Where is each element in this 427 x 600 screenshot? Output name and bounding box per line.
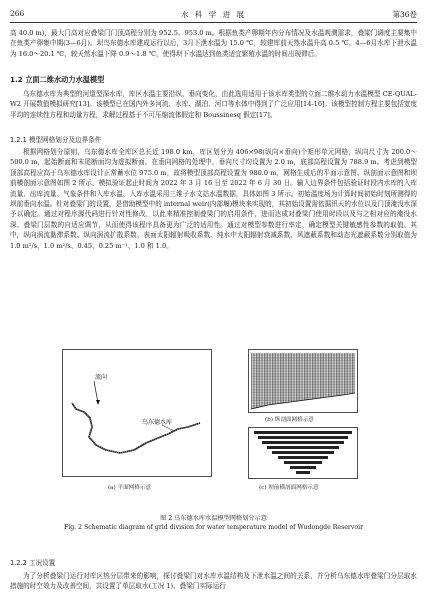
cross-section-panel <box>248 427 358 479</box>
header-rule <box>10 22 417 23</box>
grid-paragraph: 根据网格划分原则，乌东德水库全库区总长近 198.0 km，库区划分为 406×98(纵向×垂向)个矩形单元网格，纵向尺寸为 200.0～500.0 m，起始断面和末尾断面均为虚拟断面。在垂向网格的处理中，垂向尺寸均设置为 2.0 m，底部高程设置为 788.9 m。考虑到模型顶部高程应高于乌东德水库设计正常蓄水位 975.0 m，故将模型顶部高程设置为 980.0 m，网格生成后的平面示意图、纵剖面示意图和坝前横剖面示意图如图 2 所示。模拟验证起止时间为 2022 年 3 月 16 日至 2022 年 6 月 30 日。输入边界条件包括验证时段内水库的入库流量、出库流量、气象条件和入库水温，入库水温采用三维子水文站水温数据，具体如图 3 所示。初始温度场为计算时间初始时刻所测得的坝前垂向水温。针对叠梁门的设置，是借助模型中的 internal weir(内部堰)模块来实现的，其初始设置需依据汛天的水位以及门顶淹没水深予以确定。通过对程序源代码进行针对性修改，以此来精准控制叠梁门的启用条件，进而达成对叠梁门使用时段以及与之相对应的淹没水深、叠梁门层数的自适应调节，从而使得该程序具备更为广泛的适用性。通过对模型参数进行率定，确定模型关键敏感性参数的取值。其中，纵向涡流黏滞系数、纵向涡流扩散系数、表面太阳辐射吸收系数、纯水中太阳辐射衰减系数、风遮蔽系数和动态光遮蔽系数分别取值为 1.0 m²/s、1.0 m²/s、0.45、0.25 m⁻¹、1.0 和 1.0。 <box>10 148 417 250</box>
volume-label: 第36卷 <box>392 10 417 19</box>
page-number: 266 <box>10 9 25 18</box>
model-paragraph: 乌东德水库为典型的河道型深水库，库区水温主要沿纵、垂向变化，由此选用适用于该水库类型的立面二维水动力水温模型 CE-QUAL-W2 开展数值模拟研究[13]。该模型已在国内外多河流、水库、湖泊、河口等水体中得到了广泛应用[14-16]。该模型控制方程主要包括宽度平均的连续性方程和动量方程，求解过程基于不可压缩流体假定和 Boussinesq 假定[17]。 <box>10 90 417 119</box>
reservoir-label: 乌东德水库 <box>142 419 173 426</box>
plan-view-panel <box>62 349 212 477</box>
figure-2 <box>0 349 427 509</box>
longitudinal-profile-panel <box>248 349 358 413</box>
flow-direction-label: 流向 <box>95 374 108 381</box>
panel-a-label: (a) 平面网格示意 <box>108 485 152 491</box>
section-heading-1-2-1: 1.2.1 模型网格划分及边界条件 <box>10 136 102 144</box>
intro-paragraph: 高 40.0 m)，最大门高对应叠梁门门顶高程分别为 952.5、953.0 m。根据鱼类产卵期年内分布情况及水温观测需求，叠梁门调度主要集中在鱼类产卵集中期(3—6月)。坝鸟东德水库建成运行以后，3月下泄水温为 15.0 ℃，较建库前天然水温升高 0.5 ℃，4—6月水库下泄水温为 16.0～20.1 ℃，较天然水温下降 0.9～1.8 ℃，使得坝下水温达到鱼类适宜繁殖水温的时间出现滞后。 <box>10 29 417 58</box>
section-heading-1-2-2: 1.2.2 工况设置 <box>10 559 56 567</box>
figure-caption-en: Fig. 2 Schematic diagram of grid division for water temperature model of Wudongde Reservoir <box>63 524 364 531</box>
cross-section-grid <box>254 431 352 474</box>
river-grid-path <box>72 403 200 453</box>
running-header <box>10 9 417 21</box>
journal-title: 水 科 学 进 展 <box>180 10 247 19</box>
figure-caption-cn: 图 2 乌东德水库水温模型网格划分示意 <box>160 515 267 522</box>
section-heading-1-2: 1.2 立面二维水动力水温模型 <box>10 75 105 84</box>
panel-b-label: (b) 纵剖面网格示意 <box>265 417 314 423</box>
cases-paragraph: 为了分析叠梁门运行对库区热分层带来的影响，探讨叠梁门对水库水温结构及下泄水温之间的关系，并分析乌东德水库叠梁门分层取水措施的时空效力及改善空间，共设置了单层取水(工况 1)、叠梁门实际运行 <box>10 572 417 591</box>
panel-c-label: (c) 坝前横剖面网格示意 <box>259 485 319 491</box>
